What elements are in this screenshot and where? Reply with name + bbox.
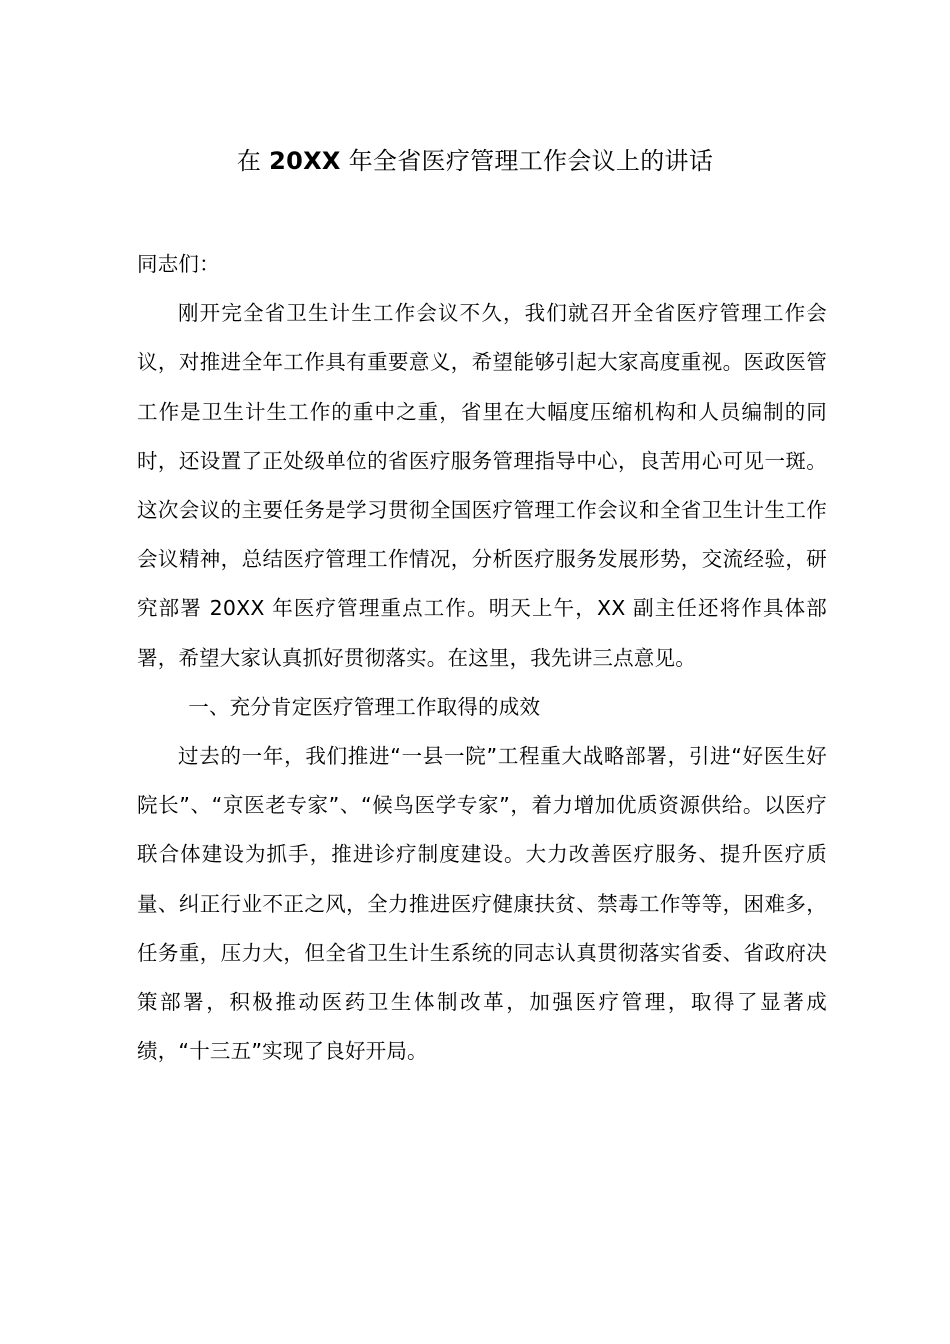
- title-year: 20XX: [269, 147, 341, 175]
- title-prefix: 在: [236, 147, 270, 175]
- document-title: [0, 143, 950, 179]
- salutation: 同志们：: [137, 252, 220, 276]
- paragraph-achievements: 过去的一年，我们推进“一县一院”工程重大战略部署，引进“好医生好院长”、“京医老专家”、“候鸟医学专家”，着力增加优质资源供给。以医疗联合体建设为抓手，推进诊疗制度建设。大力改善医疗服务、提升医疗质量、纠正行业不正之风，全力推进医疗健康扶贫、禁毒工作等等，困难多，任务重，压力大，但全省卫生计生系统的同志认真贯彻落实省委、省政府决策部署，积极推动医药卫生体制改革，加强医疗管理，取得了显著成绩，“十三五”实现了良好开局。: [137, 744, 827, 1064]
- section-heading-1: 一、充分肯定医疗管理工作取得的成效: [188, 694, 541, 719]
- document-body: [137, 240, 827, 1076]
- title-suffix: 年全省医疗管理工作会议上的讲话: [340, 147, 714, 175]
- paragraph-intro: 刚开完全省卫生计生工作会议不久，我们就召开全省医疗管理工作会议，对推进全年工作具有重要意义，希望能够引起大家高度重视。医政医管工作是卫生计生工作的重中之重，省里在大幅度压缩机构和人员编制的同时，还设置了正处级单位的省医疗服务管理指导中心，良苦用心可见一斑。这次会议的主要任务是学习贯彻全国医疗管理工作会议和全省卫生计生工作会议精神，总结医疗管理工作情况，分析医疗服务发展形势，交流经验，研究部署 20XX 年医疗管理重点工作。明天上午，XX 副主任还将作具体部署，希望大家认真抓好贯彻落实。在这里，我先讲三点意见。: [137, 301, 827, 670]
